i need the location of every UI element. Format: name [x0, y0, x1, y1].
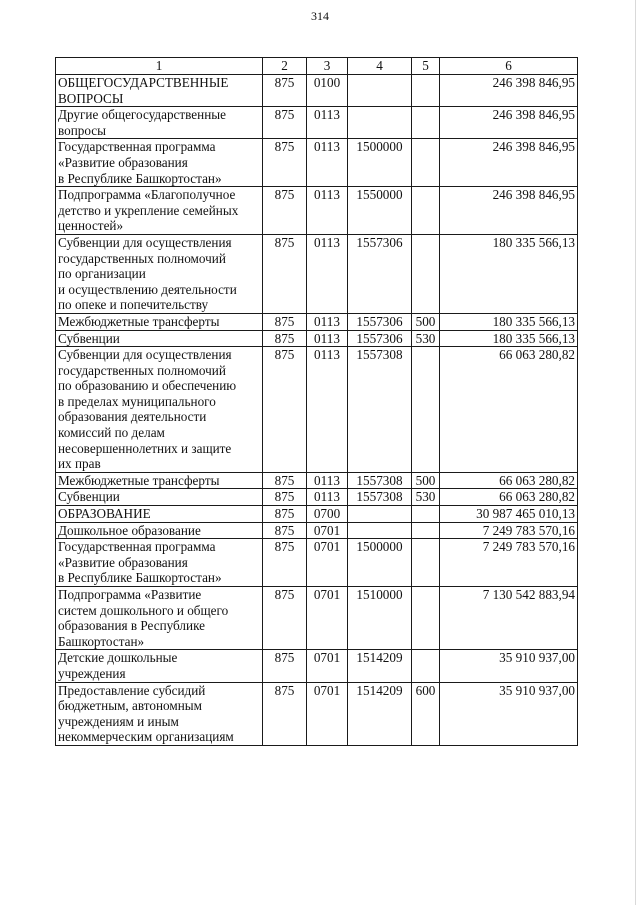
table-row: [56, 587, 578, 650]
row-code-2-cell: 875: [263, 472, 307, 489]
row-code-2-cell: 875: [263, 75, 307, 107]
row-code-3-cell: 0113: [307, 347, 348, 473]
row-code-5-cell: 530: [412, 330, 440, 347]
row-name-cell: Межбюджетные трансферты: [56, 472, 263, 489]
row-code-3-cell: 0113: [307, 107, 348, 139]
row-amount-cell: 66 063 280,82: [440, 347, 578, 473]
row-code-4-cell: [348, 107, 412, 139]
row-code-4-cell: [348, 506, 412, 523]
row-code-4-cell: 1514209: [348, 650, 412, 682]
table-row: [56, 75, 578, 107]
row-name-cell: Субвенции для осуществления государственных полномочий по организации и осуществлению деятельности по опеке и попечительству: [56, 234, 263, 313]
row-code-4-cell: 1557308: [348, 472, 412, 489]
row-code-5-cell: [412, 107, 440, 139]
table-row: [56, 682, 578, 745]
row-code-3-cell: 0113: [307, 489, 348, 506]
header-col-4: 4: [348, 58, 412, 75]
table-row: [56, 313, 578, 330]
row-code-4-cell: 1557306: [348, 313, 412, 330]
row-name-cell: Дошкольное образование: [56, 522, 263, 539]
table-row: [56, 330, 578, 347]
row-code-4-cell: 1514209: [348, 682, 412, 745]
row-code-5-cell: [412, 234, 440, 313]
table-row: [56, 472, 578, 489]
row-code-5-cell: 600: [412, 682, 440, 745]
row-code-4-cell: 1557306: [348, 330, 412, 347]
row-name-cell: ОБРАЗОВАНИЕ: [56, 506, 263, 523]
row-name-cell: Государственная программа «Развитие образования в Республике Башкортостан»: [56, 139, 263, 187]
header-col-2: 2: [263, 58, 307, 75]
row-amount-cell: 7 249 783 570,16: [440, 539, 578, 587]
row-code-2-cell: 875: [263, 107, 307, 139]
row-code-2-cell: 875: [263, 489, 307, 506]
table-body: [56, 75, 578, 746]
row-code-2-cell: 875: [263, 347, 307, 473]
row-code-2-cell: 875: [263, 650, 307, 682]
scan-edge-line: [635, 0, 636, 905]
row-amount-cell: 30 987 465 010,13: [440, 506, 578, 523]
row-code-2-cell: 875: [263, 139, 307, 187]
row-name-cell: Подпрограмма «Развитие систем дошкольного и общего образования в Республике Башкортостан»: [56, 587, 263, 650]
row-code-5-cell: [412, 522, 440, 539]
header-col-5: 5: [412, 58, 440, 75]
row-code-4-cell: 1557308: [348, 347, 412, 473]
row-name-cell: ОБЩЕГОСУДАРСТВЕННЫЕ ВОПРОСЫ: [56, 75, 263, 107]
row-amount-cell: 66 063 280,82: [440, 472, 578, 489]
row-code-5-cell: [412, 506, 440, 523]
row-name-cell: Другие общегосударственные вопросы: [56, 107, 263, 139]
row-code-2-cell: 875: [263, 587, 307, 650]
row-code-3-cell: 0701: [307, 522, 348, 539]
header-col-1: 1: [56, 58, 263, 75]
row-code-2-cell: 875: [263, 313, 307, 330]
row-code-2-cell: 875: [263, 539, 307, 587]
row-code-4-cell: 1557308: [348, 489, 412, 506]
table-row: [56, 539, 578, 587]
row-code-4-cell: 1510000: [348, 587, 412, 650]
row-code-4-cell: 1550000: [348, 187, 412, 235]
table-row: [56, 139, 578, 187]
row-code-3-cell: 0701: [307, 539, 348, 587]
row-code-3-cell: 0113: [307, 330, 348, 347]
row-name-cell: Предоставление субсидий бюджетным, автономным учреждениям и иным некоммерческим организациям: [56, 682, 263, 745]
table-row: [56, 187, 578, 235]
table-row: [56, 347, 578, 473]
row-code-3-cell: 0113: [307, 187, 348, 235]
row-name-cell: Подпрограмма «Благополучное детство и укрепление семейных ценностей»: [56, 187, 263, 235]
row-name-cell: Субвенции для осуществления государственных полномочий по образованию и обеспечению в пределах муниципального образования деятельности комиссий по делам несовершеннолетних и защите их прав: [56, 347, 263, 473]
row-amount-cell: 246 398 846,95: [440, 187, 578, 235]
table-row: [56, 234, 578, 313]
table-row: [56, 522, 578, 539]
row-code-3-cell: 0113: [307, 472, 348, 489]
header-col-3: 3: [307, 58, 348, 75]
row-code-5-cell: [412, 187, 440, 235]
row-code-5-cell: [412, 139, 440, 187]
row-amount-cell: 7 249 783 570,16: [440, 522, 578, 539]
table-row: [56, 506, 578, 523]
row-code-4-cell: [348, 75, 412, 107]
row-code-5-cell: [412, 587, 440, 650]
row-code-5-cell: [412, 75, 440, 107]
row-code-3-cell: 0113: [307, 234, 348, 313]
row-code-5-cell: 530: [412, 489, 440, 506]
header-row: [56, 58, 578, 75]
row-code-3-cell: 0701: [307, 682, 348, 745]
row-code-2-cell: 875: [263, 522, 307, 539]
row-code-2-cell: 875: [263, 330, 307, 347]
row-code-5-cell: 500: [412, 472, 440, 489]
table-row: [56, 650, 578, 682]
row-amount-cell: 35 910 937,00: [440, 682, 578, 745]
row-amount-cell: 180 335 566,13: [440, 330, 578, 347]
row-code-3-cell: 0113: [307, 313, 348, 330]
row-code-4-cell: 1500000: [348, 539, 412, 587]
row-code-2-cell: 875: [263, 234, 307, 313]
row-code-5-cell: [412, 347, 440, 473]
row-amount-cell: 246 398 846,95: [440, 139, 578, 187]
row-name-cell: Межбюджетные трансферты: [56, 313, 263, 330]
budget-table: [55, 57, 578, 746]
row-code-2-cell: 875: [263, 187, 307, 235]
row-amount-cell: 7 130 542 883,94: [440, 587, 578, 650]
row-code-2-cell: 875: [263, 682, 307, 745]
row-name-cell: Субвенции: [56, 489, 263, 506]
row-code-4-cell: 1557306: [348, 234, 412, 313]
row-code-3-cell: 0700: [307, 506, 348, 523]
row-code-3-cell: 0701: [307, 587, 348, 650]
row-code-4-cell: 1500000: [348, 139, 412, 187]
row-amount-cell: 66 063 280,82: [440, 489, 578, 506]
row-name-cell: Детские дошкольные учреждения: [56, 650, 263, 682]
row-amount-cell: 180 335 566,13: [440, 313, 578, 330]
row-amount-cell: 35 910 937,00: [440, 650, 578, 682]
row-amount-cell: 180 335 566,13: [440, 234, 578, 313]
row-code-2-cell: 875: [263, 506, 307, 523]
page-number: 314: [311, 9, 329, 23]
header-col-6: 6: [440, 58, 578, 75]
row-amount-cell: 246 398 846,95: [440, 107, 578, 139]
row-name-cell: Субвенции: [56, 330, 263, 347]
row-code-5-cell: 500: [412, 313, 440, 330]
row-code-3-cell: 0100: [307, 75, 348, 107]
row-code-3-cell: 0113: [307, 139, 348, 187]
row-code-3-cell: 0701: [307, 650, 348, 682]
table-row: [56, 489, 578, 506]
row-code-4-cell: [348, 522, 412, 539]
table-header: [56, 58, 578, 75]
row-code-5-cell: [412, 539, 440, 587]
table-row: [56, 107, 578, 139]
row-code-5-cell: [412, 650, 440, 682]
row-name-cell: Государственная программа «Развитие образования в Республике Башкортостан»: [56, 539, 263, 587]
row-amount-cell: 246 398 846,95: [440, 75, 578, 107]
